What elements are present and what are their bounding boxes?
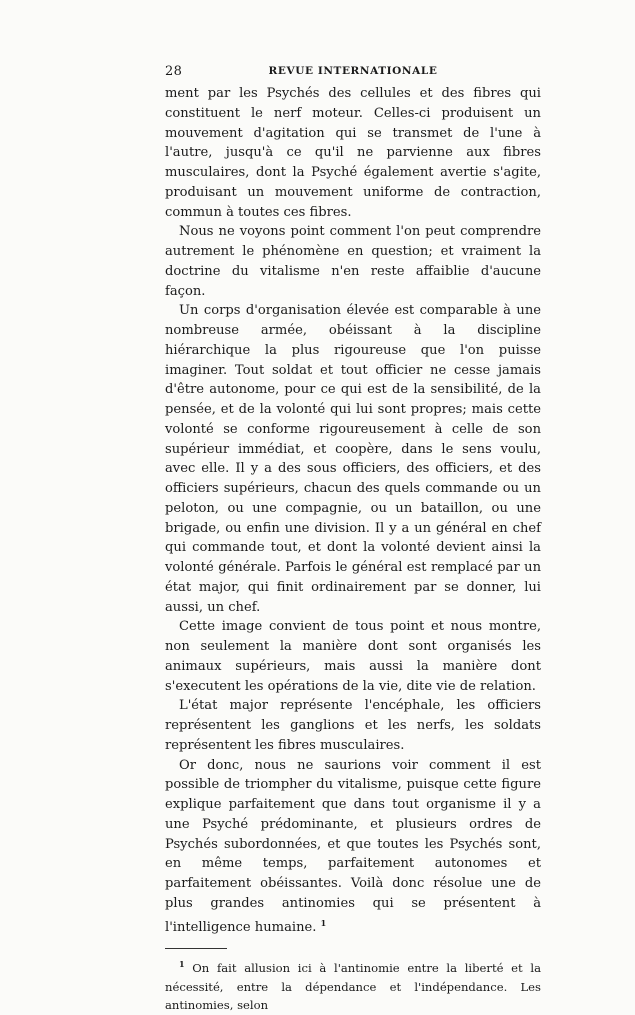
paragraph: L'état major représente l'encéphale, les officiers représentent les ganglions et les nerfs, les soldats représentent les fibres musculaires.	[165, 698, 541, 753]
page	[165, 64, 541, 1015]
running-title: REVUE INTERNATIONALE	[268, 65, 438, 77]
paragraph: Cette image convient de tous point et nous montre, non seulement la manière dont sont organisés les animaux supérieurs, mais aussi la manière dont s'executent les opérations de la vie, dite vie de relation.	[165, 619, 541, 694]
paragraph-text: Or donc, nous ne saurions voir comment il est possible de triompher du vitalisme, puisque cette figure explique parfaitement que dans tout organisme il y a une Psyché prédominante, et plusieurs ordres de Psychés subordonnées, et que toutes les Psychés sont, en même temps, parfaitement autonomes et parfaitement obéissantes. Voilà donc résolue une de plus grandes antinomies qui se présentent à l'intelligence humaine.	[165, 757, 541, 935]
running-head	[165, 64, 541, 82]
footnote-rule	[165, 948, 227, 949]
footnote-text: On fait allusion ici à l'antinomie entre la liberté et la nécessité, entre la dépendance et l'indépendance. Les antinomies, selon	[165, 961, 542, 1013]
paragraph: Un corps d'organisation élevée est comparable à une nombreuse armée, obéissant à la discipline hiérarchique la plus rigoureuse que l'on puisse imaginer. Tout soldat et tout officier ne cesse jamais d'être autonome, pour ce qui est de la sensibilité, de la pensée, et de la volonté qui lui sont propres; mais cette volonté se conforme rigoureusement à celle de son supérieur immédiat, et coopère, dans le sens voulu, avec elle. Il y a des sous officiers, des officiers, et des officiers supérieurs, chacun des quels commande ou un peloton, ou une compagnie, ou un bataillon, ou une brigade, ou enfin une division. Il y a un général en chef qui commande tout, et dont la volonté devient ainsi la volonté générale. Parfois le général est remplacé par un état major, qui finit ordinairement par se donner, lui aussi, un chef.	[165, 303, 541, 615]
footnote-marker: 1	[179, 959, 185, 970]
paragraph-continuation: ment par les Psychés des cellules et des fibres qui constituent le nerf moteur. Celles-ci produisent un mouvement d'agitation qui se transmet de l'une à l'autre, jusqu'à ce qu'il ne parvienne aux fibres musculaires, dont la Psyché également avertie s'agite, produisant un mouvement uniforme de contraction, commun à toutes ces fibres.	[165, 86, 541, 220]
body-text	[165, 84, 541, 937]
paragraph-last	[165, 756, 541, 938]
paragraph: Nous ne voyons point comment l'on peut comprendre autrement le phénomène en question; et vraiment la doctrine du vitalisme n'en reste affaiblie d'aucune façon.	[165, 224, 541, 299]
footnote	[165, 955, 541, 1015]
page-number: 28	[165, 64, 183, 79]
footnote-reference: 1	[320, 917, 327, 928]
